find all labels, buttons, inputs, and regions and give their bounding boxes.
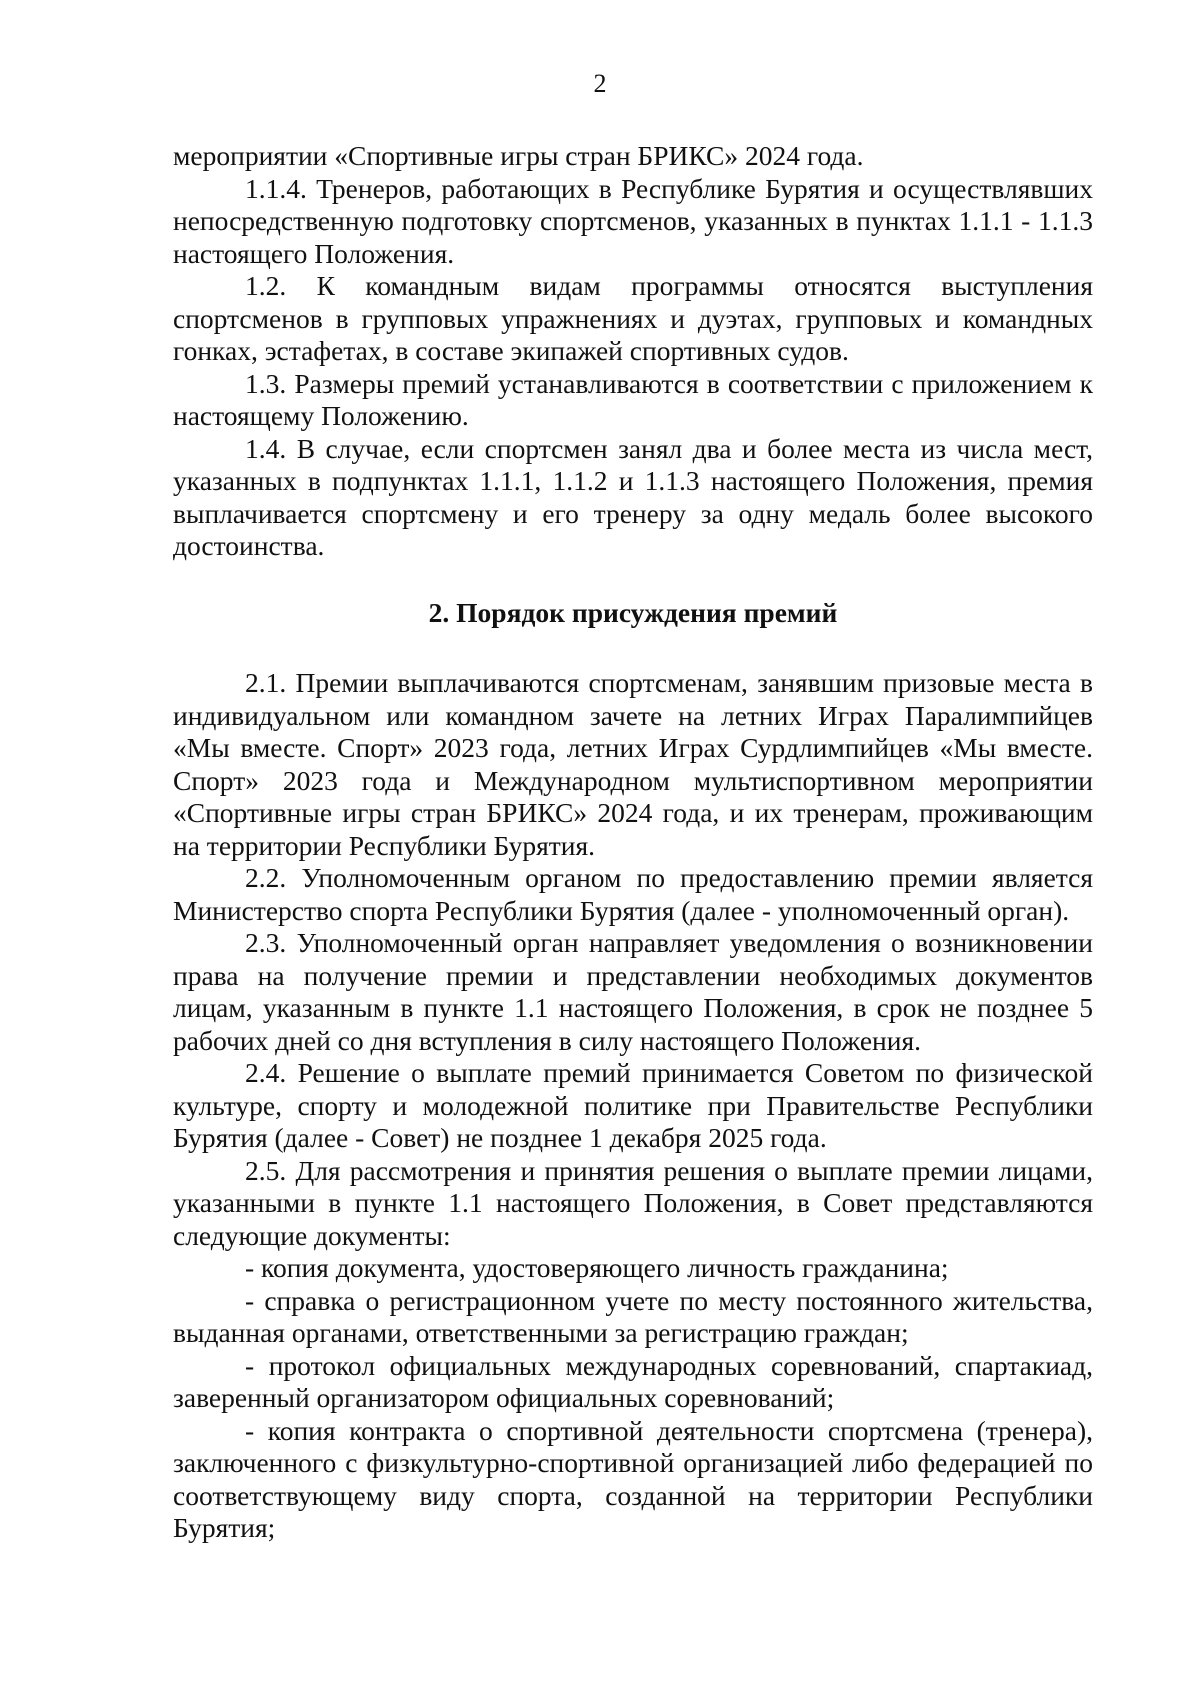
paragraph-1-1-4: 1.1.4. Тренеров, работающих в Республике Бурятия и осуществлявших непосредственную подготовку спортсменов, указанных в пунктах 1.1.1 - 1.1.3 настоящего Положения. [173,172,1093,269]
paragraph-continuation: мероприятии «Спортивные игры стран БРИКС» 2024 года. [173,140,864,171]
paragraph-1-3: 1.3. Размеры премий устанавливаются в соответствии с приложением к настоящему Положению. [173,367,1093,431]
list-item-contract-copy: - копия контракта о спортивной деятельности спортсмена (тренера), заключенного с физкультурно-спортивной организацией либо федерацией по соответствующему виду спорта, созданной на территории Республики Бурятия; [173,1414,1093,1543]
page-number: 2 [593,69,607,98]
list-item-identity-document: - копия документа, удостоверяющего личность гражданина; [245,1252,949,1283]
list-item-registration-certificate: - справка о регистрационном учете по месту постоянного жительства, выданная органами, ответственными за регистрацию граждан; [173,1284,1093,1348]
document-body [173,140,1093,1545]
paragraph-1-2: 1.2. К командным видам программы относятся выступления спортсменов в групповых упражнениях и дуэтах, групповых и командных гонках, эстафетах, в составе экипажей спортивных судов. [173,270,1093,366]
paragraph-2-3: 2.3. Уполномоченный орган направляет уведомления о возникновении права на получение премии и представлении необходимых документов лицам, указанным в пункте 1.1 настоящего Положения, в срок не позднее 5 рабочих дней со дня вступления в силу настоящего Положения. [173,927,1093,1056]
section-heading: 2. Порядок присуждения премий [428,596,838,628]
paragraph-1-4: 1.4. В случае, если спортсмен занял два и более места из числа мест, указанных в подпунктах 1.1.1, 1.1.2 и 1.1.3 настоящего Положения, премия выплачивается спортсмену и его тренеру за одну медаль более высокого достоинства. [173,432,1093,561]
list-item-competition-protocol: - протокол официальных международных соревнований, спартакиад, заверенный организатором официальных соревнований; [173,1349,1093,1413]
paragraph-2-5: 2.5. Для рассмотрения и принятия решения о выплате премии лицами, указанными в пункте 1.1 настоящего Положения, в Совет представляются следующие документы: [173,1154,1093,1251]
paragraph-2-4: 2.4. Решение о выплате премий принимается Советом по физической культуре, спорту и молодежной политике при Правительстве Республики Бурятия (далее - Совет) не позднее 1 декабря 2025 года. [173,1057,1093,1153]
paragraph-2-1: 2.1. Премии выплачиваются спортсменам, занявшим призовые места в индивидуальном или командном зачете на летних Играх Паралимпийцев «Мы вместе. Спорт» 2023 года, летних Играх Сурдлимпийцев «Мы вместе. Спорт» 2023 года и Международном мультиспортивном мероприятии «Спортивные игры стран БРИКС» 2024 года, и их тренерам, проживающим на территории Республики Бурятия. [173,667,1093,861]
paragraph-2-2: 2.2. Уполномоченным органом по предоставлению премии является Министерство спорта Республики Бурятия (далее - уполномоченный орган). [173,862,1093,926]
